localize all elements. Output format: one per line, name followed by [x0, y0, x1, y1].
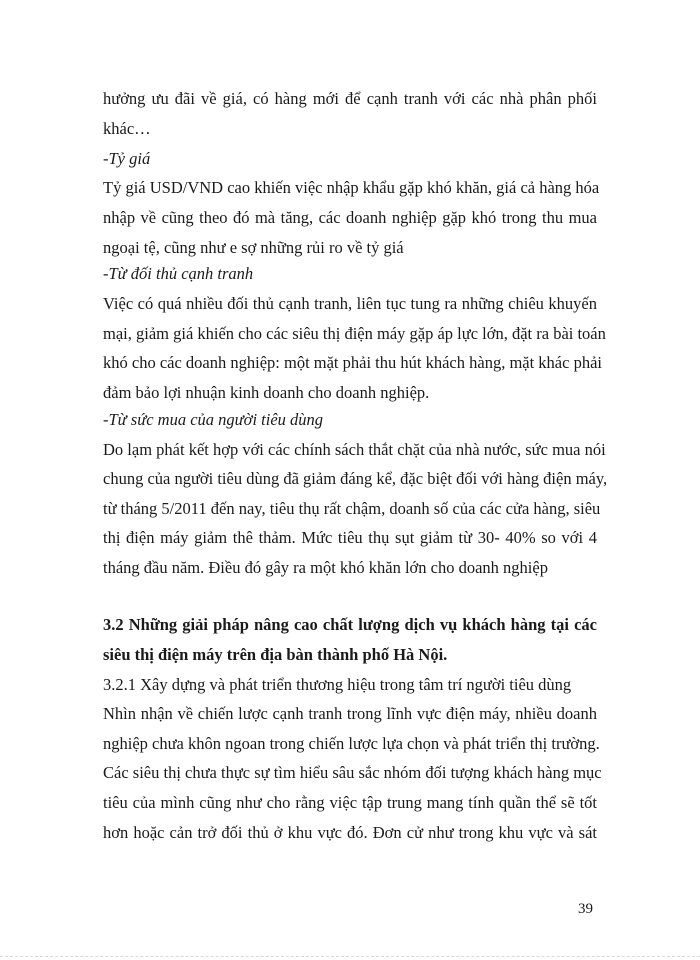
paragraph-line: hơn hoặc cản trở đối thủ ở khu vực đó. Đơn cử như trong khu vực và sát	[103, 823, 597, 842]
paragraph-line: tiêu của mình cũng như cho rằng việc tập trung mang tính quần thể sẽ tốt	[103, 793, 597, 812]
paragraph-line: thị điện máy giảm thê thảm. Mức tiêu thụ sụt giảm từ 30- 40% so với 4	[103, 528, 597, 547]
paragraph-line: tháng đầu năm. Điều đó gây ra một khó khăn lớn cho doanh nghiệp	[103, 558, 548, 577]
paragraph-line: khó cho các doanh nghiệp: một mặt phải thu hút khách hàng, mặt khác phải	[103, 353, 602, 372]
paragraph-line: đảm bảo lợi nhuận kinh doanh cho doanh nghiệp.	[103, 383, 430, 402]
paragraph-line: chung của người tiêu dùng đã giảm đáng kể, đặc biệt đối với hàng điện máy,	[103, 469, 608, 488]
paragraph-line: ngoại tệ, cũng như e sợ những rủi ro về tỷ giá	[103, 238, 404, 257]
paragraph-line: khác…	[103, 119, 151, 138]
section-heading: 3.2 Những giải pháp nâng cao chất lượng dịch vụ khách hàng tại các	[103, 615, 597, 634]
subheading-exchange-rate: -Tỷ giá	[103, 149, 151, 168]
subheading-competitors: -Từ đối thủ cạnh tranh	[103, 264, 254, 283]
page-number: 39	[578, 901, 593, 917]
paragraph-line: Nhìn nhận về chiến lược cạnh tranh trong lĩnh vực điện máy, nhiều doanh	[103, 704, 597, 723]
paragraph-line: Việc có quá nhiều đối thủ cạnh tranh, liên tục tung ra những chiêu khuyến	[103, 294, 597, 313]
page-bottom-rule	[0, 956, 700, 957]
paragraph-line: Tỷ giá USD/VND cao khiến việc nhập khẩu gặp khó khăn, giá cả hàng hóa	[103, 178, 600, 197]
paragraph-line: mại, giảm giá khiến cho các siêu thị điện máy gặp áp lực lớn, đặt ra bài toán	[103, 324, 606, 343]
paragraph-line: từ tháng 5/2011 đến nay, tiêu thụ rất chậm, doanh số của các cửa hàng, siêu	[103, 499, 601, 518]
subsection-heading: 3.2.1 Xây dựng và phát triển thương hiệu trong tâm trí người tiêu dùng	[103, 675, 572, 694]
paragraph-line: hưởng ưu đãi về giá, có hàng mới để cạnh tranh với các nhà phân phối	[103, 89, 597, 108]
section-heading: siêu thị điện máy trên địa bàn thành phố Hà Nội.	[103, 645, 448, 664]
subheading-purchasing-power: -Từ sức mua của người tiêu dùng	[103, 410, 324, 429]
paragraph-line: Các siêu thị chưa thực sự tìm hiểu sâu sắc nhóm đối tượng khách hàng mục	[103, 763, 602, 782]
paragraph-line: Do lạm phát kết hợp với các chính sách thắt chặt của nhà nước, sức mua nói	[103, 440, 606, 459]
paragraph-line: nhập về cũng theo đó mà tăng, các doanh nghiệp gặp khó trong thu mua	[103, 208, 597, 227]
paragraph-line: nghiệp chưa khôn ngoan trong chiến lược lựa chọn và phát triển thị trường.	[103, 734, 600, 753]
